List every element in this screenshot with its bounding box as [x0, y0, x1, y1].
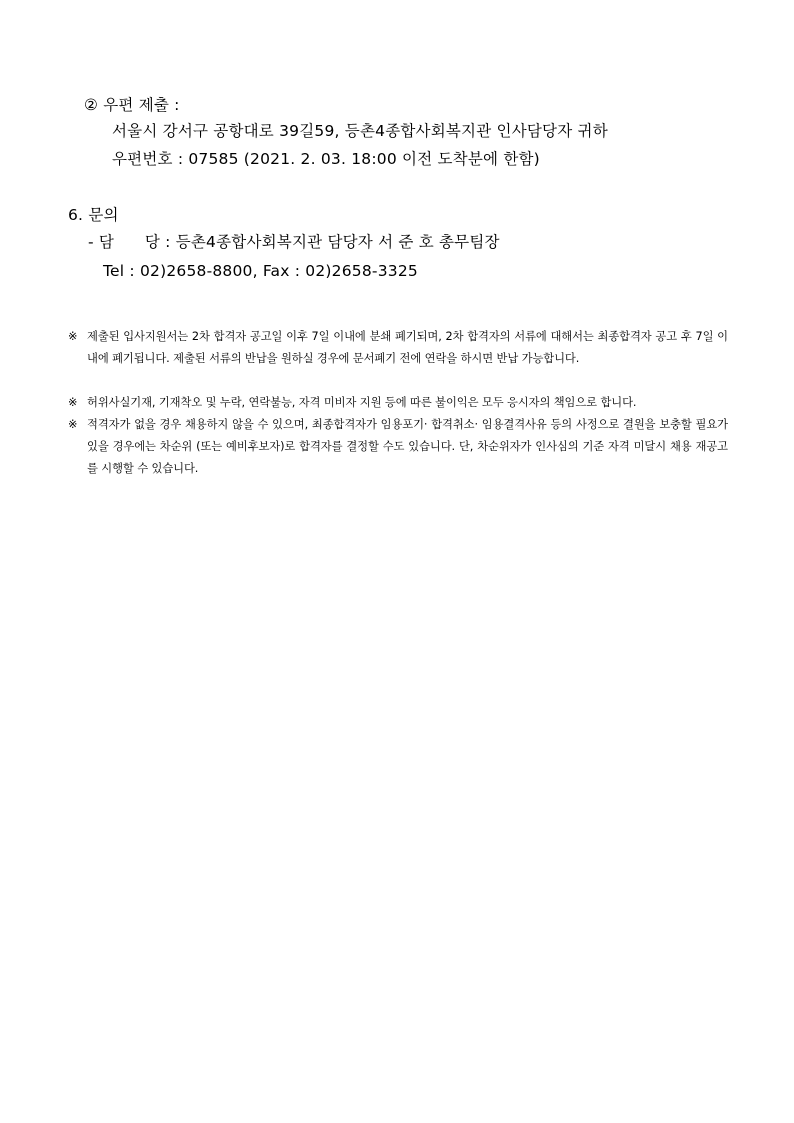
reference-mark: ※ [68, 396, 78, 409]
note-text: 적격자가 없을 경우 채용하지 않을 수 있으며, 최종합격자가 임용포기· 합격취소· 임용결격사유 등의 사정으로 결원을 보충할 필요가 있을 경우에는 차순위 (또는 예비후보자)로 합격자를 결정할 수도 있습니다. 단, 차순위자가 인사심의 기준 자격 미달시 채용 재공고를 시행할 수 있습니다. [87, 418, 728, 475]
reference-mark: ※ [68, 418, 78, 431]
inquiry-heading: 6. 문의 [68, 206, 119, 224]
reference-mark: ※ [68, 330, 78, 343]
postal-code-deadline: 우편번호 : 07585 (2021. 2. 03. 18:00 이전 도착분에 한함) [112, 150, 540, 168]
inquiry-phone-fax: Tel : 02)2658-8800, Fax : 02)2658-3325 [103, 262, 418, 280]
note-text: 제출된 입사지원서는 2차 합격자 공고일 이후 7일 이내에 분쇄 폐기되며, 2차 합격자의 서류에 대해서는 최종합격자 공고 후 7일 이내에 폐기됩니다. 제출된 서류의 반납을 원하실 경우에 문서폐기 전에 연락을 하시면 반납 가능합니다. [87, 330, 728, 365]
note-item [68, 392, 728, 414]
postal-submission-heading: ② 우편 제출 : [84, 96, 180, 114]
note-text: 허위사실기재, 기재착오 및 누락, 연락불능, 자격 미비자 지원 등에 따른 불이익은 모두 응시자의 책임으로 합니다. [87, 396, 637, 409]
note-item [68, 414, 728, 480]
inquiry-contact-person: - 담 당 : 등촌4종합사회복지관 담당자 서 준 호 총무팀장 [88, 233, 500, 251]
postal-address: 서울시 강서구 공항대로 39길59, 등촌4종합사회복지관 인사담당자 귀하 [112, 122, 608, 140]
note-item [68, 326, 728, 370]
